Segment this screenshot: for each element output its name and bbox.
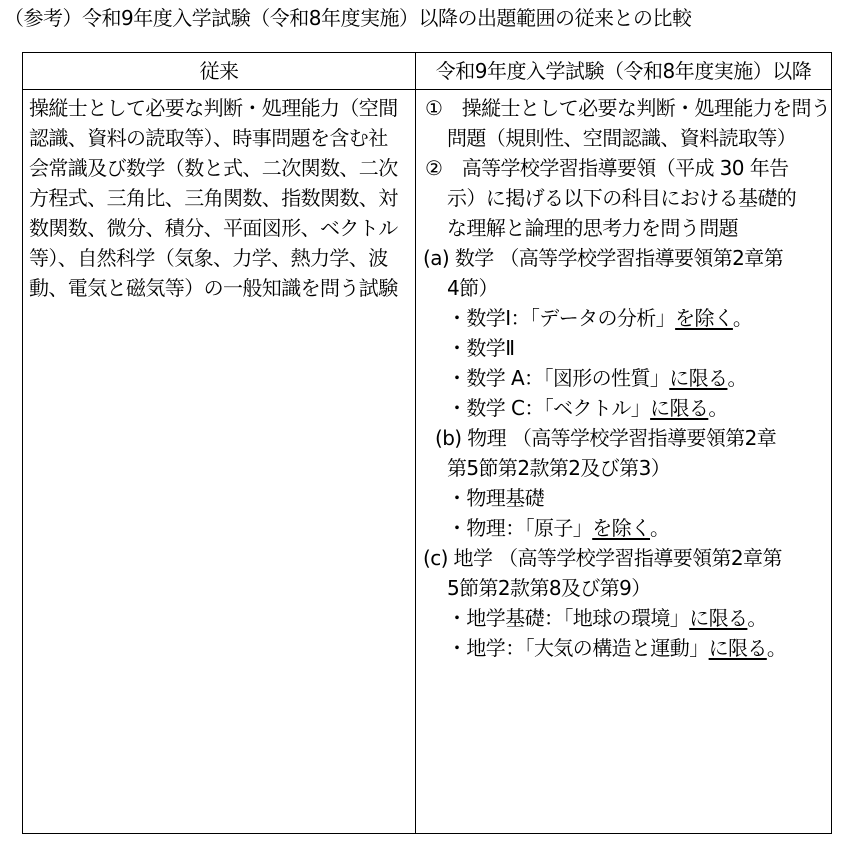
physics-bullet: ・物理：「原子」を除く。 bbox=[447, 516, 670, 540]
earth-science-heading: (c) 地学 （高等学校学習指導要領第2章第 bbox=[423, 546, 782, 570]
physics-heading-cont: 第5節第2款第2及び第3） bbox=[447, 456, 671, 480]
comparison-table bbox=[22, 52, 832, 834]
new-scope-cell bbox=[421, 93, 829, 663]
earth-science-bullet: ・地学：「大気の構造と運動」に限る。 bbox=[447, 636, 787, 660]
earth-science-bullet: ・地学基礎：「地球の環境」に限る。 bbox=[447, 606, 767, 630]
math-bullet: ・数学 A：「図形の性質」に限る。 bbox=[447, 366, 747, 390]
math-bullet: ・数学Ⅰ：「データの分析」を除く。 bbox=[447, 306, 753, 330]
caption: （参考）令和9年度入学試験（令和8年度実施）以降の出題範囲の従来との比較 bbox=[4, 6, 692, 30]
math-bullet: ・数学 C：「ベクトル」に限る。 bbox=[447, 396, 728, 420]
physics-heading: (b) 物理 （高等学校学習指導要領第2章 bbox=[435, 426, 777, 450]
math-bullet: ・数学Ⅱ bbox=[447, 336, 515, 360]
header-new: 令和9年度入学試験（令和8年度実施）以降 bbox=[435, 59, 812, 83]
item2-line: ② 高等学校学習指導要領（平成 30 年告 bbox=[425, 156, 789, 180]
header-previous: 従来 bbox=[199, 59, 239, 83]
item1-line: 問題（規則性、空間認識、資料読取等） bbox=[447, 126, 797, 150]
math-heading: (a) 数学 （高等学校学習指導要領第2章第 bbox=[423, 246, 784, 270]
previous-line: 動、電気と磁気等）の一般知識を問う試験 bbox=[29, 276, 398, 300]
column-divider bbox=[415, 53, 416, 833]
previous-line: 認識、資料の読取等）、時事問題を含む社 bbox=[29, 126, 388, 150]
item2-line: 示）に掲げる以下の科目における基礎的 bbox=[447, 186, 797, 210]
previous-line: 操縦士として必要な判断・処理能力（空間 bbox=[29, 96, 398, 120]
math-heading-cont: 4節） bbox=[447, 276, 498, 300]
header-divider bbox=[23, 89, 831, 90]
previous-line: 方程式、三角比、三角関数、指数関数、対 bbox=[29, 186, 398, 210]
physics-bullet: ・物理基礎 bbox=[447, 486, 544, 510]
previous-scope-cell bbox=[29, 93, 411, 303]
item2-line: な理解と論理的思考力を問う問題 bbox=[447, 216, 738, 240]
previous-line: 数関数、微分、積分、平面図形、ベクトル bbox=[29, 216, 398, 240]
previous-line: 会常識及び数学（数と式、二次関数、二次 bbox=[29, 156, 398, 180]
item1-line: ① 操縦士として必要な判断・処理能力を問う bbox=[425, 96, 831, 120]
previous-line: 等）、自然科学（気象、力学、熱力学、波 bbox=[29, 246, 388, 270]
earth-science-heading-cont: 5節第2款第8及び第9） bbox=[447, 576, 651, 600]
